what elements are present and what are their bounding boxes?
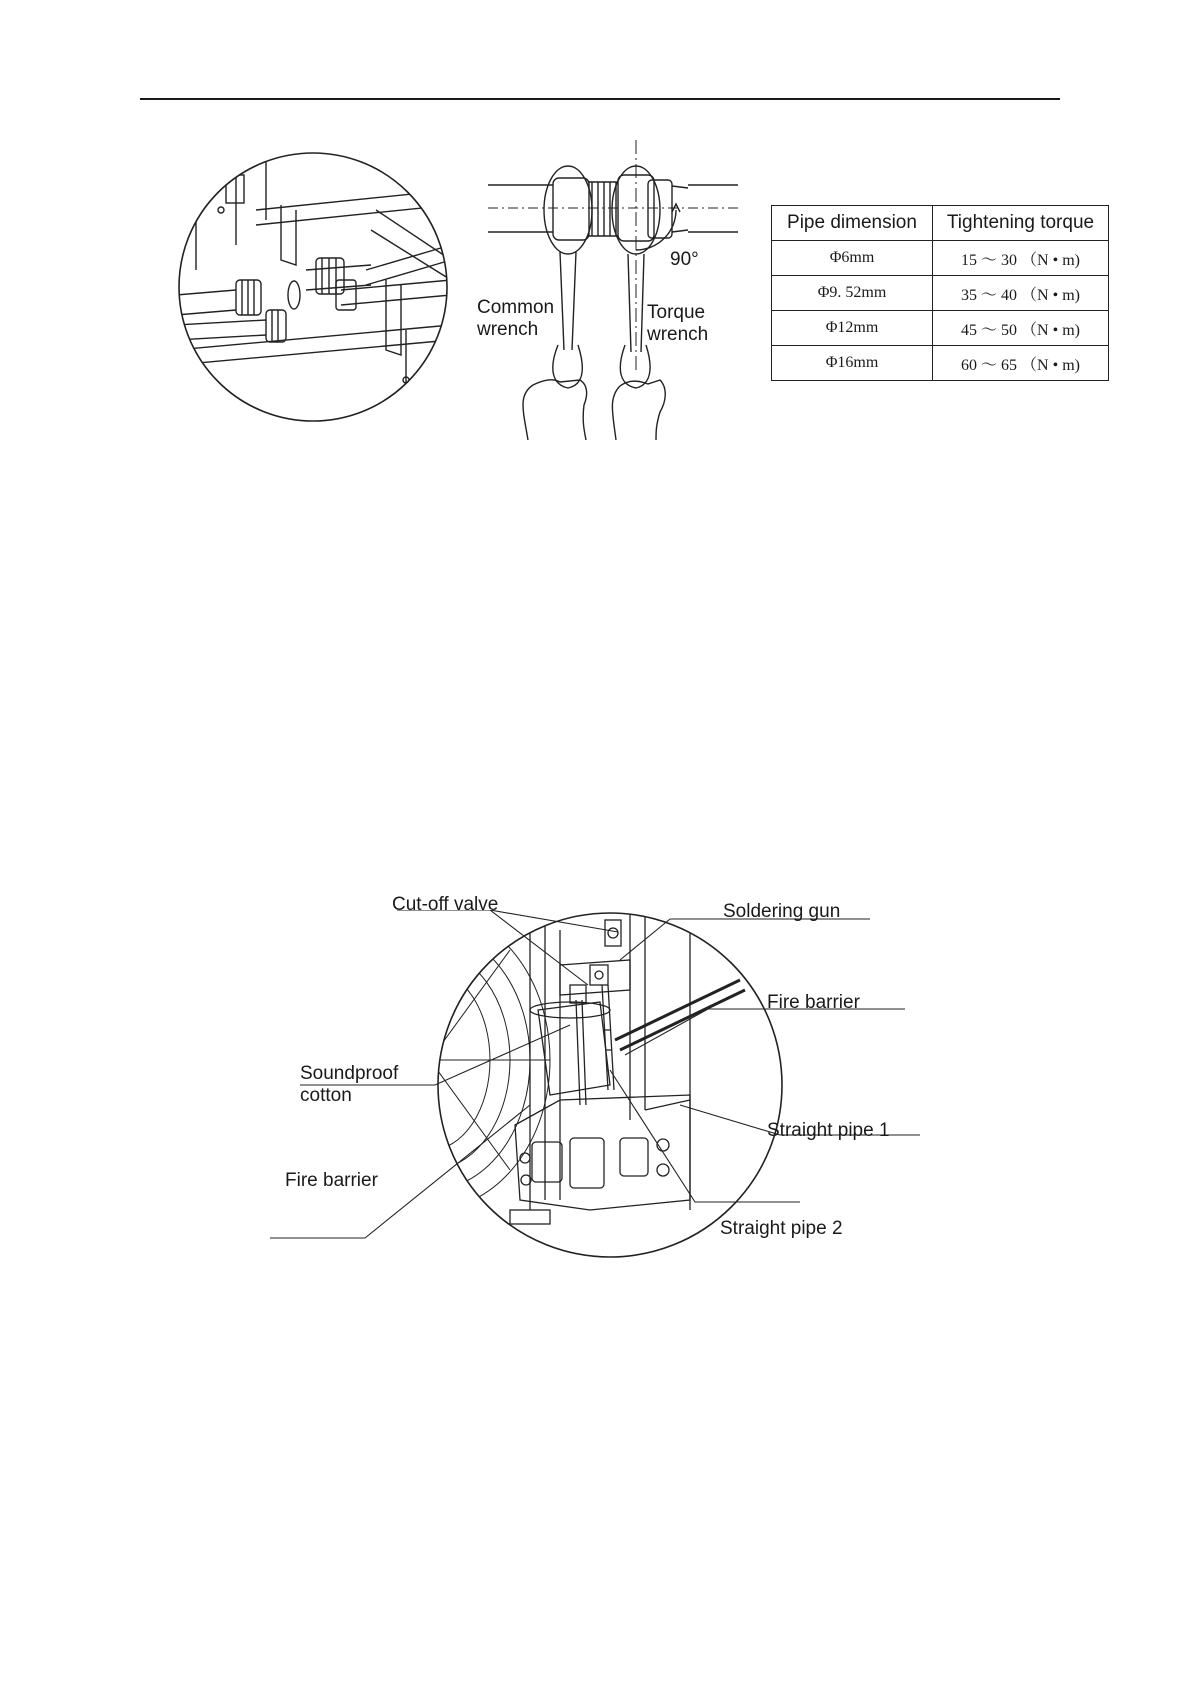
table-header-row bbox=[772, 206, 1109, 241]
fire-barrier-label-left: Fire barrier bbox=[285, 1170, 378, 1191]
tightening-torque-table bbox=[771, 205, 1109, 381]
soldering-gun-label: Soldering gun bbox=[723, 901, 841, 922]
table-row bbox=[772, 311, 1109, 346]
wrench-tightening-figure bbox=[488, 140, 738, 440]
angle-label: 90° bbox=[670, 249, 699, 270]
soundproof-cotton-label: Soundproof cotton bbox=[300, 1063, 399, 1106]
pipe-dimension-cell: Φ12mm bbox=[772, 311, 933, 346]
column-header: Pipe dimension bbox=[772, 206, 933, 241]
pipe-dimension-cell: Φ16mm bbox=[772, 346, 933, 381]
common-wrench-label: Common wrench bbox=[477, 297, 555, 340]
torque-cell: 15 ～ 30 （N • m) bbox=[933, 241, 1109, 276]
cutoff-valve-label: Cut-off valve bbox=[392, 894, 499, 915]
straight-pipe-1-label: Straight pipe 1 bbox=[767, 1120, 890, 1141]
column-header: Tightening torque bbox=[933, 206, 1109, 241]
straight-pipe-2-label: Straight pipe 2 bbox=[720, 1218, 843, 1239]
torque-cell: 35 ～ 40 （N • m) bbox=[933, 276, 1109, 311]
torque-cell: 45 ～ 50 （N • m) bbox=[933, 311, 1109, 346]
table-row bbox=[772, 276, 1109, 311]
torque-cell: 60 ～ 65 （N • m) bbox=[933, 346, 1109, 381]
torque-wrench-label: Torque wrench bbox=[647, 302, 709, 345]
table-row bbox=[772, 346, 1109, 381]
pipe-dimension-cell: Φ9. 52mm bbox=[772, 276, 933, 311]
pipe-dimension-cell: Φ6mm bbox=[772, 241, 933, 276]
header-rule bbox=[140, 98, 1060, 100]
fire-barrier-label-right: Fire barrier bbox=[767, 992, 860, 1013]
pipe-connection-detail-figure bbox=[176, 150, 451, 425]
table-row bbox=[772, 241, 1109, 276]
